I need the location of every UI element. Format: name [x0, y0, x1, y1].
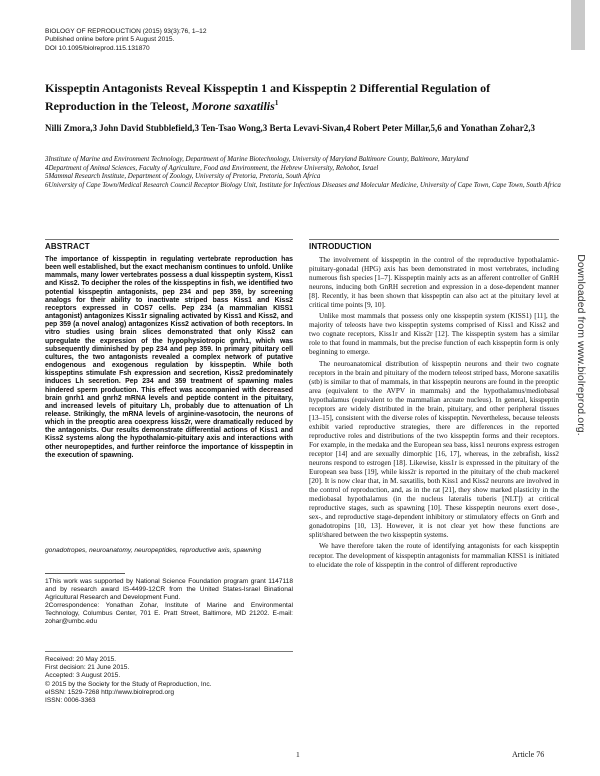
introduction-body — [309, 256, 559, 572]
page-number: 1 — [296, 750, 300, 759]
journal-header — [45, 28, 465, 53]
title-footnote-mark: 1 — [274, 98, 279, 107]
affiliations — [45, 156, 565, 190]
download-banner — [570, 145, 592, 545]
footnote-divider — [45, 573, 125, 574]
publication-dates — [45, 651, 293, 705]
introduction-heading: INTRODUCTION — [309, 242, 372, 251]
download-banner-text[interactable]: Downloaded from www.biolreprod.org. — [575, 254, 587, 436]
date-first-decision: First decision: 21 June 2015. — [45, 664, 130, 672]
abstract-body: The importance of kisspeptin in regulating vertebrate reproduction has been well established, but the exact mechanism continues to unfold. Unlike mammals, many lower vertebrates possess a dual kisspeptin system, Kiss1 and Kiss2. To decipher the roles of the kisspeptins in fish, we identified two potential kisspeptin antagonists, pep 234 and pep 359, by screening analogs for their ability to inactivate striped bass Kiss1 and Kiss2 receptors expressed in COS7 cells. Pep 234 (a mammalian KISS1 antagonist) antagonizes Kiss1r signaling activated by Kiss1 and Kiss2, and pep 359 (a novel analog) antagonizes Kiss2 activation of both receptors. In vitro studies using brain slices demonstrated that only Kiss2 can upregulate the expression of the hypophysiotropic gnrh1, which was subsequently diminished by pep 234 and pep 359. In primary pituitary cell cultures, the two antagonists revealed a complex network of putative endogenous and exogenous regulation by kisspeptin. While both kisspeptins stimulate Fsh expression and secretion, Kiss2 predominately induces Lh secretion. Pep 234 and 359 treatment of spawning males hindered sperm production. This effect was accompanied with decreased brain gnrh1 and gnrh2 mRNA levels and peptide content in the pituitary, and increased levels of pituitary Lh, probably due to attenuation of Lh release. Strikingly, the mRNA levels of arginine-vasotocin, the neurons of which in the preoptic area coexpress kiss2r, were dramatically reduced by the antagonists. Our results demonstrate differential actions of Kiss1 and Kiss2 systems along the hypothalamic-pituitary axis and interactions with other neuropeptides, and further reinforce the importance of kisspeptin in the execution of spawning. — [45, 256, 293, 459]
intro-paragraph-2: Unlike most mammals that possess only one kisspeptin system (KISS1) [11], the majority of teleosts have two kisspeptin systems comprised of Kiss1 and Kiss2 and two cognate receptors, Kiss1r and Kiss2r [12]. The kisspeptin system has a similar role to that found in mammals, but the precise function of each kisspeptin form is only beginning to emerge. — [309, 312, 559, 357]
published-line: Published online before print 5 August 2015. — [45, 36, 175, 44]
date-received: Received: 20 May 2015. — [45, 656, 117, 663]
top-edge-bar — [571, 0, 585, 50]
author-list: Nilli Zmora,3 John David Stubblefield,3 Ten-Tsao Wong,3 Berta Levavi-Sivan,4 Robert Peter Millar,5,6 and Yonathan Zohar2,3 — [45, 123, 535, 133]
introduction-heading-block — [309, 239, 559, 251]
abstract-heading: ABSTRACT — [45, 242, 90, 251]
date-accepted: Accepted: 3 August 2015. — [45, 672, 121, 680]
intro-paragraph-4: We have therefore taken the route of identifying antagonists for each kisspeptin receptor. The development of kisspeptin antagonists for mammalian KISS1 is initiated to elucidate the role of kisspeptin in the control of different reproductive — [309, 542, 559, 569]
affiliation-6: 6University of Cape Town/Medical Research Council Receptor Biology Unit, Institute for Infectious Diseases and Molecular Medicine, University of Cape Town, Cape Town, South Africa — [45, 181, 561, 189]
article-title — [45, 81, 550, 113]
intro-paragraph-1: The involvement of kisspeptin in the control of the reproductive hypothalamic-pituitary-gonadal (HPG) axis has been demonstrated in most vertebrates, including numerous fish species [1–7]. Kisspeptin mainly acts as an afferent controller of GnRH neurons, inducing both GnRH secretion and expression in a dose-dependent manner [8]. Recently, it has been shown that kisspeptin can also act at the pituitary level at critical time points [9, 10]. — [309, 256, 559, 310]
issn-line: ISSN: 0006-3363 — [45, 697, 96, 705]
intro-paragraph-3: The neuroanatomical distribution of kisspeptin neurons and their two cognate receptors in the brain and pituitary of the modern teleost striped bass, Morone saxatilis (stb) is similar to that of mammals, in that kisspeptin neurons are found in the preoptic area (equivalent to the AVPV in mammals) and the hypothalamus/mediobasal hypothalamus (equivalent to the mammalian arcuate nucleus). In general, kisspeptin receptors are widely distributed in the brain, pituitary, and other peripheral tissues [13–15], consistent with the diverse roles of kisspeptin. Nevertheless, because teleosts exhibit varied reproductive strategies, there are differences in the reported reproductive roles and distributions of the two kisspeptin forms and their receptors. For example, in the medaka and the European sea bass, kiss1 neurons express estrogen receptor [14] and are sexually dimorphic [16, 17], whereas, in the zebrafish, kiss2 neurons respond to estrogen [18]. Likewise, kiss1r is expressed in the pituitary of the European sea bass [19], while kiss2r is reported in the pituitary of the chub mackerel [20]. It is now clear that, in M. saxatilis, both Kiss1 and Kiss2 neurons are involved in the control of reproduction, and, as in the rat [21], they show marked plasticity in the mediobasal hypothalamus (in the nucleus lateralis tuberis [NLT]) at critical reproductive stages, such as spawning [10]. These kisspeptin neurons exert dose-, sex-, and reproductive stage-dependent inhibitory or stimulatory effects on Gnrh and gonadotropins [10, 13]. However, it is not clear yet how these functions are split/shared between the two kisspeptin systems. — [309, 359, 559, 540]
title-main: Kisspeptin Antagonists Reveal Kisspeptin 1 and Kisspeptin 2 Differential Regulation of Reproduction in the Teleost, — [45, 81, 491, 113]
journal-citation: BIOLOGY OF REPRODUCTION (2015) 93(3):76, 1–12 — [45, 28, 207, 35]
keywords: gonadotropes, neuroanatomy, neuropeptides, reproductive axis, spawning — [45, 547, 262, 554]
copyright-line: © 2015 by the Society for the Study of Reproduction, Inc. — [45, 680, 212, 688]
affiliation-5: 5Mammal Research Institute, Department of Zoology, University of Pretoria, Pretoria, South Africa — [45, 173, 321, 181]
abstract-heading-block — [45, 239, 293, 251]
doi-line[interactable]: DOI 10.1095/biolreprod.115.131870 — [45, 44, 150, 52]
article-number: Article 76 — [512, 750, 545, 759]
title-species: Morone saxatilis — [191, 98, 275, 113]
footnote-funding: 1This work was supported by National Science Foundation program grant 1147118 and by research award IS-4499-12CR from the United States-Israel Binational Agricultural Research and Development Fund. — [45, 578, 293, 601]
affiliation-4: 4Department of Animal Sciences, Faculty of Agriculture, Food and Environment, the Hebrew University, Rehobot, Israel — [45, 164, 379, 172]
footnote-correspondence: 2Correspondence: Yonathan Zohar, Institute of Marine and Environmental Technology, Columbus Center, 701 E. Pratt Street, Baltimore, MD 21202. E-mail: zohar@umbc.edu — [45, 602, 293, 625]
eissn-line[interactable]: eISSN: 1529-7268 http://www.biolreprod.org — [45, 688, 175, 696]
affiliation-3: 3Institute of Marine and Environment Technology, Department of Marine Biotechnology, University of Maryland Baltimore County, Baltimore, Maryland — [45, 156, 469, 163]
footnotes — [45, 578, 293, 626]
